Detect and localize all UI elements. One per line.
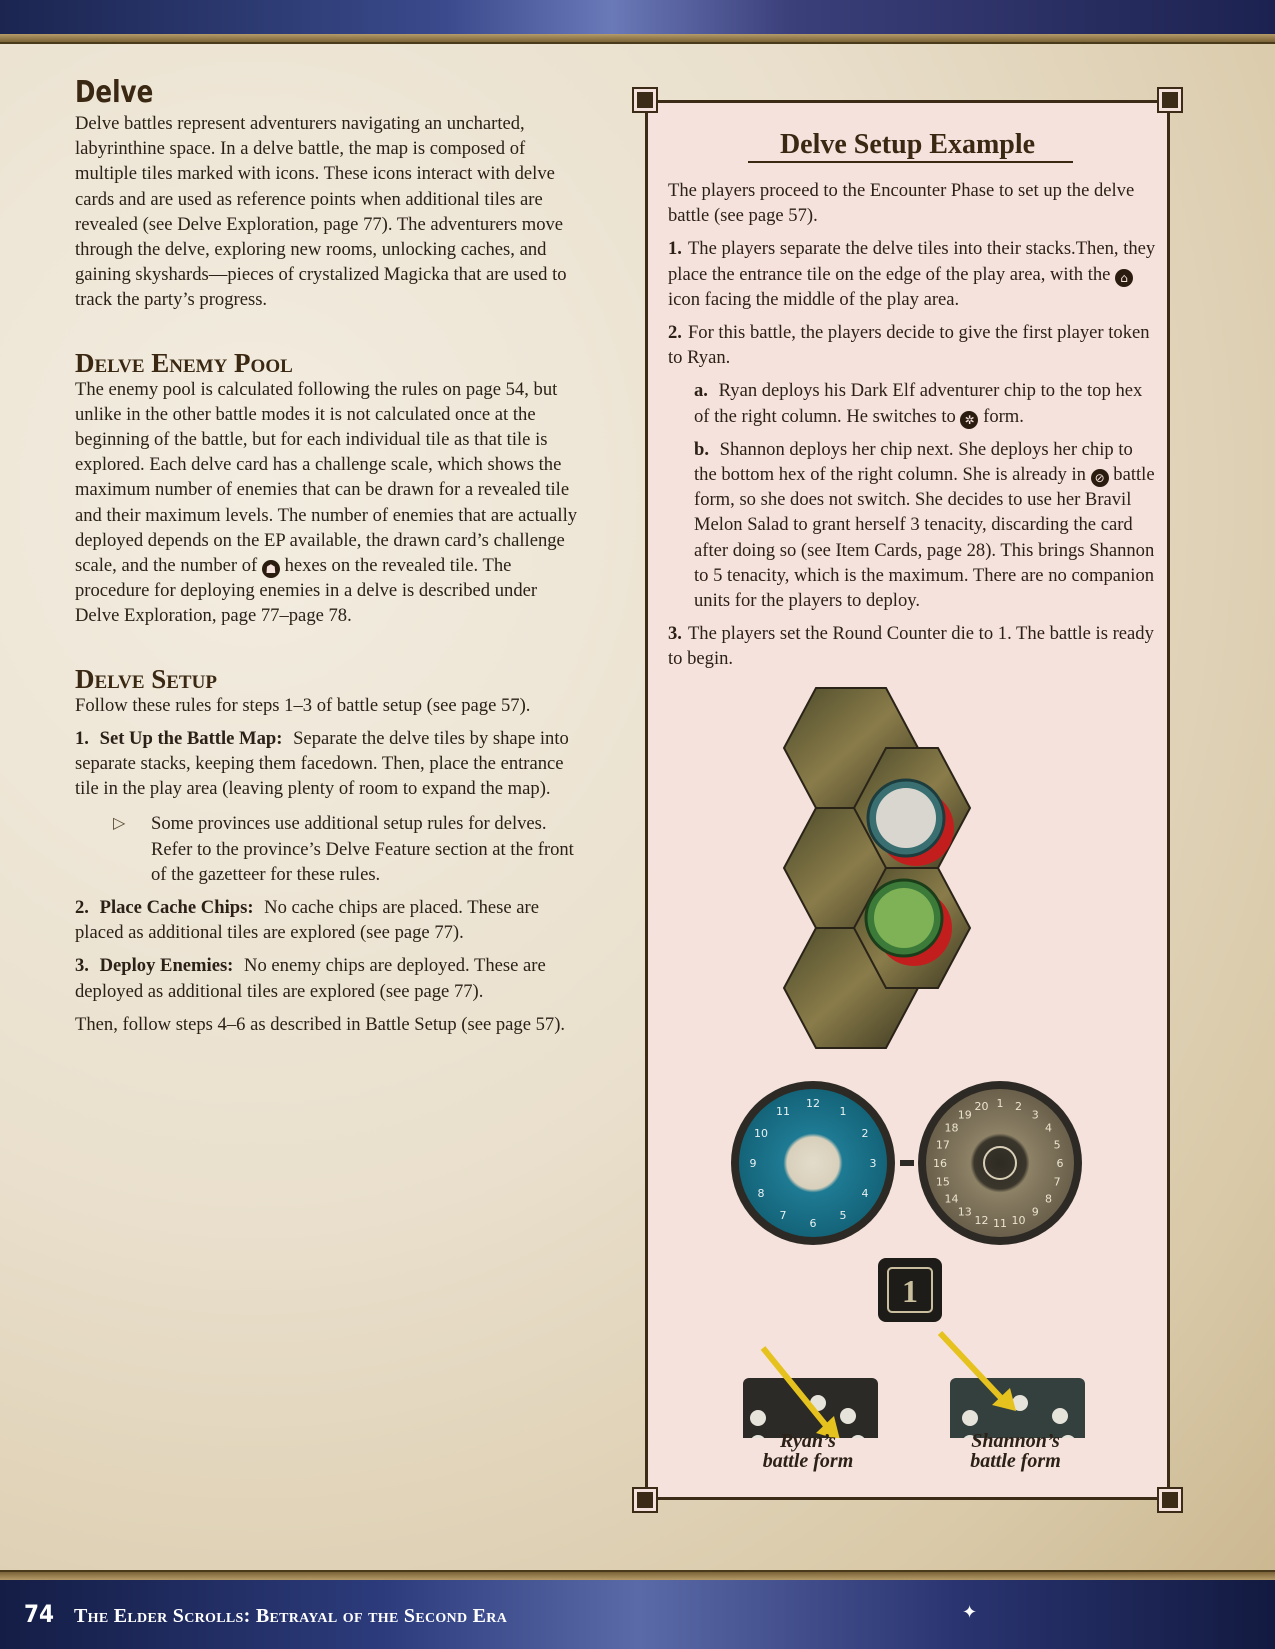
dial-number: 10 xyxy=(754,1127,769,1140)
example-step-2a: a. Ryan deploys his Dark Elf adventurer chip to the top hex of the right column. He switches to ✲ form. xyxy=(694,380,1143,427)
dial-number: 2 xyxy=(1015,1099,1023,1113)
ryan-battle-form-caption: Ryan’s battle form xyxy=(762,1430,854,1472)
dial-number: 17 xyxy=(935,1138,950,1152)
panel-corner xyxy=(634,89,656,111)
shannon-battle-form-card xyxy=(950,1378,1085,1438)
example-step-2b: b. Shannon deploys her chip next. She deploys her chip to the bottom hex of the right column. She is already in ⊘ battle form, so she does not switch. She decides to use her Bravil Melon Salad to grant herself 3 tenacity, discarding the card after doing so (see Item Cards, page 28). This brings Shannon to 5 tenacity, which is the maximum. There are no companion units for the players to deploy. xyxy=(694,438,1155,612)
dial-number: 1 xyxy=(839,1105,847,1119)
round-counter-left-dial xyxy=(731,1081,895,1245)
example-illustration xyxy=(648,678,1168,1438)
dial-number: 15 xyxy=(935,1175,950,1189)
setup-step-3: 3. Deploy Enemies: No enemy chips are deployed. These are deployed as additional tiles are explored (see page 77). xyxy=(75,955,546,1002)
round-counter-die xyxy=(878,1258,942,1322)
setup-step-1: 1. Set Up the Battle Map: Separate the delve tiles by shape into separate stacks, keeping them facedown. Then, place the entrance tile in the play area (leaving plenty of room to expand the map). xyxy=(75,727,569,800)
dial-number: 12 xyxy=(806,1097,820,1110)
delve-map-tiles xyxy=(784,688,970,1048)
example-panel xyxy=(645,100,1170,1500)
example-intro: The players proceed to the Encounter Phase to set up the delve battle (see page 57). xyxy=(668,180,1135,227)
dial-number: 4 xyxy=(861,1187,869,1200)
dial-number: 4 xyxy=(1045,1121,1053,1135)
intro-paragraph: Delve battles represent adventurers navigating an uncharted, labyrinthine space. In a delve battle, the map is composed of multiple tiles marked with icons. These icons interact with delve cards and are used as reference points when additional tiles are revealed (see Delve Exploration, page 77). The adventurers move through the delve, exploring new rooms, unlocking caches, and gaining skyshards—pieces of crystalized Magicka that are used to track the party’s progress. xyxy=(75,113,567,311)
dial-number: 7 xyxy=(1053,1175,1061,1189)
bullet-arrow-icon: ▷ xyxy=(113,815,126,833)
left-column xyxy=(75,75,585,1037)
dial-number: 2 xyxy=(861,1127,869,1140)
magic-form-icon: ⊘ xyxy=(1091,469,1109,487)
setup-step-2: 2. Place Cache Chips: No cache chips are placed. These are placed as additional tiles are explored (see page 77). xyxy=(75,897,539,944)
header-starfield-band xyxy=(0,0,1275,34)
panel-title: Delve Setup Example xyxy=(779,129,1036,160)
dial-number: 8 xyxy=(1045,1192,1053,1206)
example-step-3: 3. The players set the Round Counter die to 1. The battle is ready to begin. xyxy=(668,623,1154,670)
dial-number: 14 xyxy=(944,1192,959,1206)
page-number: 74 xyxy=(24,1600,55,1628)
province-note: ▷ Some provinces use additional setup rules for delves. Refer to the province’s Delve Feature section at the front of the gazetteer for these rules. xyxy=(113,813,574,885)
example-step-2: 2. For this battle, the players decide to give the first player token to Ryan. xyxy=(668,322,1150,369)
dial-number: 19 xyxy=(957,1108,972,1122)
dial-number: 6 xyxy=(809,1217,817,1230)
dial-number: 20 xyxy=(974,1099,989,1113)
dial-number: 12 xyxy=(974,1214,989,1228)
defense-form-icon: ✲ xyxy=(960,411,978,429)
setup-intro: Follow these rules for steps 1–3 of battle setup (see page 57). xyxy=(75,694,531,716)
enemy-hex-icon: ☗ xyxy=(262,560,280,578)
title-underline xyxy=(748,161,1073,163)
sparkle-icon: ✦ xyxy=(962,1602,978,1622)
dial-number: 11 xyxy=(993,1217,1007,1230)
svg-text:1: 1 xyxy=(902,1273,918,1309)
enemy-pool-paragraph: The enemy pool is calculated following the rules on page 54, but unlike in the other battle modes it is not calculated once at the beginning of the battle, but for each individual tile as that tile is explored. Each delve card has a challenge scale, which shows the maximum number of enemies that can be drawn for a revealed tile and their maximum levels. The number of enemies that are actually deployed depends on the EP available, the drawn card’s challenge scale, and the number of ☗ hexes on the revealed tile. The procedure for deploying enemies in a delve is described under Delve Exploration, page 77–page 78. xyxy=(75,378,578,627)
section-title: Delve xyxy=(75,75,154,110)
example-step-1: 1. The players separate the delve tiles into their stacks.Then, they place the entrance tile on the edge of the play area, with the ⌂ icon facing the middle of the play area. xyxy=(668,238,1156,310)
panel-corner xyxy=(1159,89,1181,111)
book-title: The Elder Scrolls: Betrayal of the Second Era xyxy=(74,1605,508,1627)
dial-number: 16 xyxy=(933,1157,947,1170)
entrance-icon: ⌂ xyxy=(1115,269,1133,287)
dial-number: 18 xyxy=(944,1121,959,1135)
dial-number: 3 xyxy=(869,1157,877,1170)
setup-heading: Delve Setup xyxy=(75,663,217,694)
dial-number: 11 xyxy=(776,1105,790,1119)
dial-number: 7 xyxy=(779,1208,787,1222)
setup-closing: Then, follow steps 4–6 as described in Battle Setup (see page 57). xyxy=(75,1013,566,1035)
panel-corner xyxy=(634,1489,656,1511)
dial-number: 6 xyxy=(1056,1157,1064,1170)
panel-text xyxy=(668,178,1158,680)
enemy-pool-heading: Delve Enemy Pool xyxy=(75,347,293,378)
footer-rule xyxy=(0,1570,1275,1580)
dial-number: 9 xyxy=(1031,1205,1039,1219)
shannon-battle-form-caption: Shannon’s battle form xyxy=(970,1430,1061,1472)
dial-number: 3 xyxy=(1031,1108,1039,1122)
panel-corner xyxy=(1159,1489,1181,1511)
dial-number: 1 xyxy=(996,1097,1004,1110)
dial-number: 13 xyxy=(957,1205,972,1219)
dial-number: 5 xyxy=(839,1208,847,1222)
dial-number: 9 xyxy=(749,1157,757,1170)
dial-number: 5 xyxy=(1053,1138,1061,1152)
dial-number: 10 xyxy=(1011,1214,1026,1228)
round-counter-right-dial xyxy=(918,1081,1082,1245)
dial-separator xyxy=(900,1160,914,1166)
dial-number: 8 xyxy=(757,1187,765,1200)
header-rule xyxy=(0,34,1275,44)
